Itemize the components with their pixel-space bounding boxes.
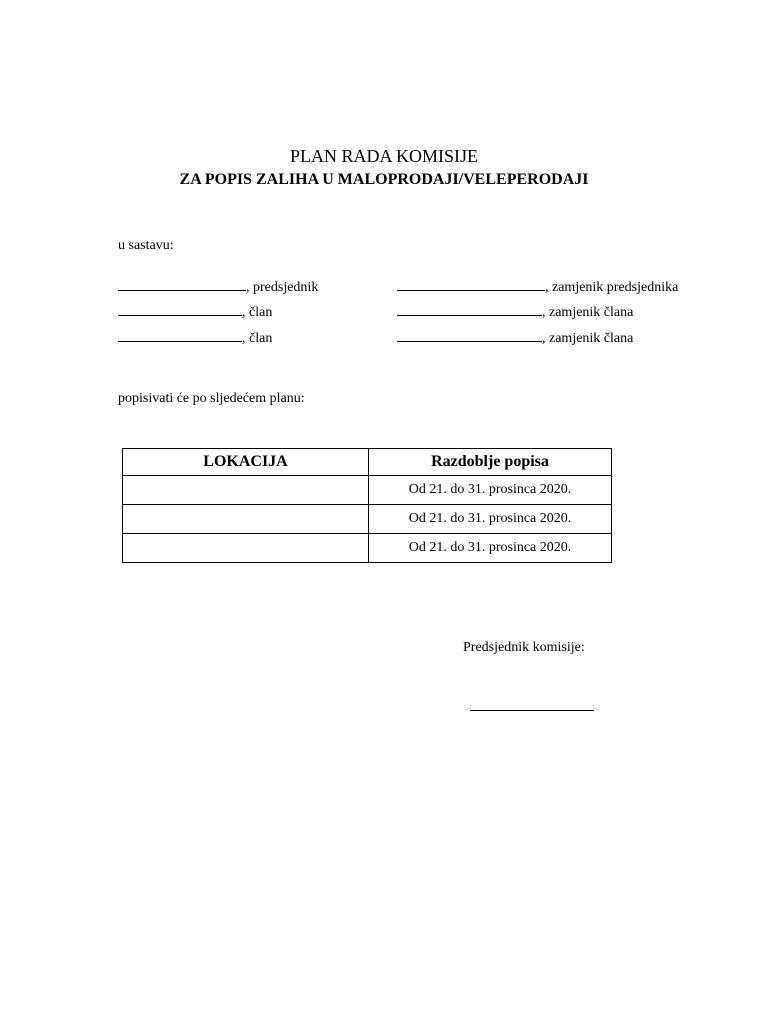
- document-title: PLAN RADA KOMISIJE: [289, 146, 478, 166]
- plan-intro: popisivati će po sljedećem planu:: [118, 391, 305, 406]
- member-role-label: , član: [242, 331, 273, 346]
- deputy-role-label: , zamjenik predsjednika: [545, 280, 679, 295]
- signature-blank: [118, 301, 242, 316]
- document-subtitle: ZA POPIS ZALIHA U MALOPRODAJI/VELEPERODAJI: [179, 171, 589, 188]
- deputy-2: [397, 327, 633, 347]
- signature-blank: [397, 276, 545, 291]
- president-signature-line: [470, 710, 594, 711]
- composition-intro: u sastavu:: [118, 238, 174, 253]
- table-row: [123, 505, 612, 534]
- period-cell: Od 21. do 31. prosinca 2020.: [369, 534, 612, 563]
- member-president: [118, 276, 318, 296]
- deputy-1: [397, 301, 633, 321]
- table-row: [123, 534, 612, 563]
- location-cell: [123, 476, 369, 505]
- member-role-label: , predsjednik: [246, 280, 319, 295]
- signature-label: Predsjednik komisije:: [463, 640, 585, 655]
- signature-blank: [397, 327, 542, 342]
- table-row: [123, 476, 612, 505]
- location-cell: [123, 505, 369, 534]
- table-header-row: [123, 449, 612, 476]
- deputy-role-label: , zamjenik člana: [542, 331, 634, 346]
- column-header-period: Razdoblje popisa: [369, 449, 612, 476]
- signature-blank: [118, 276, 246, 291]
- deputy-president: [397, 276, 678, 296]
- period-cell: Od 21. do 31. prosinca 2020.: [369, 505, 612, 534]
- period-cell: Od 21. do 31. prosinca 2020.: [369, 476, 612, 505]
- signature-blank: [397, 301, 542, 316]
- deputy-role-label: , zamjenik člana: [542, 305, 634, 320]
- location-cell: [123, 534, 369, 563]
- member-1: [118, 301, 272, 321]
- signature-blank: [118, 327, 242, 342]
- column-header-location: LOKACIJA: [123, 449, 369, 476]
- member-2: [118, 327, 272, 347]
- plan-table: [122, 448, 612, 563]
- member-role-label: , član: [242, 305, 273, 320]
